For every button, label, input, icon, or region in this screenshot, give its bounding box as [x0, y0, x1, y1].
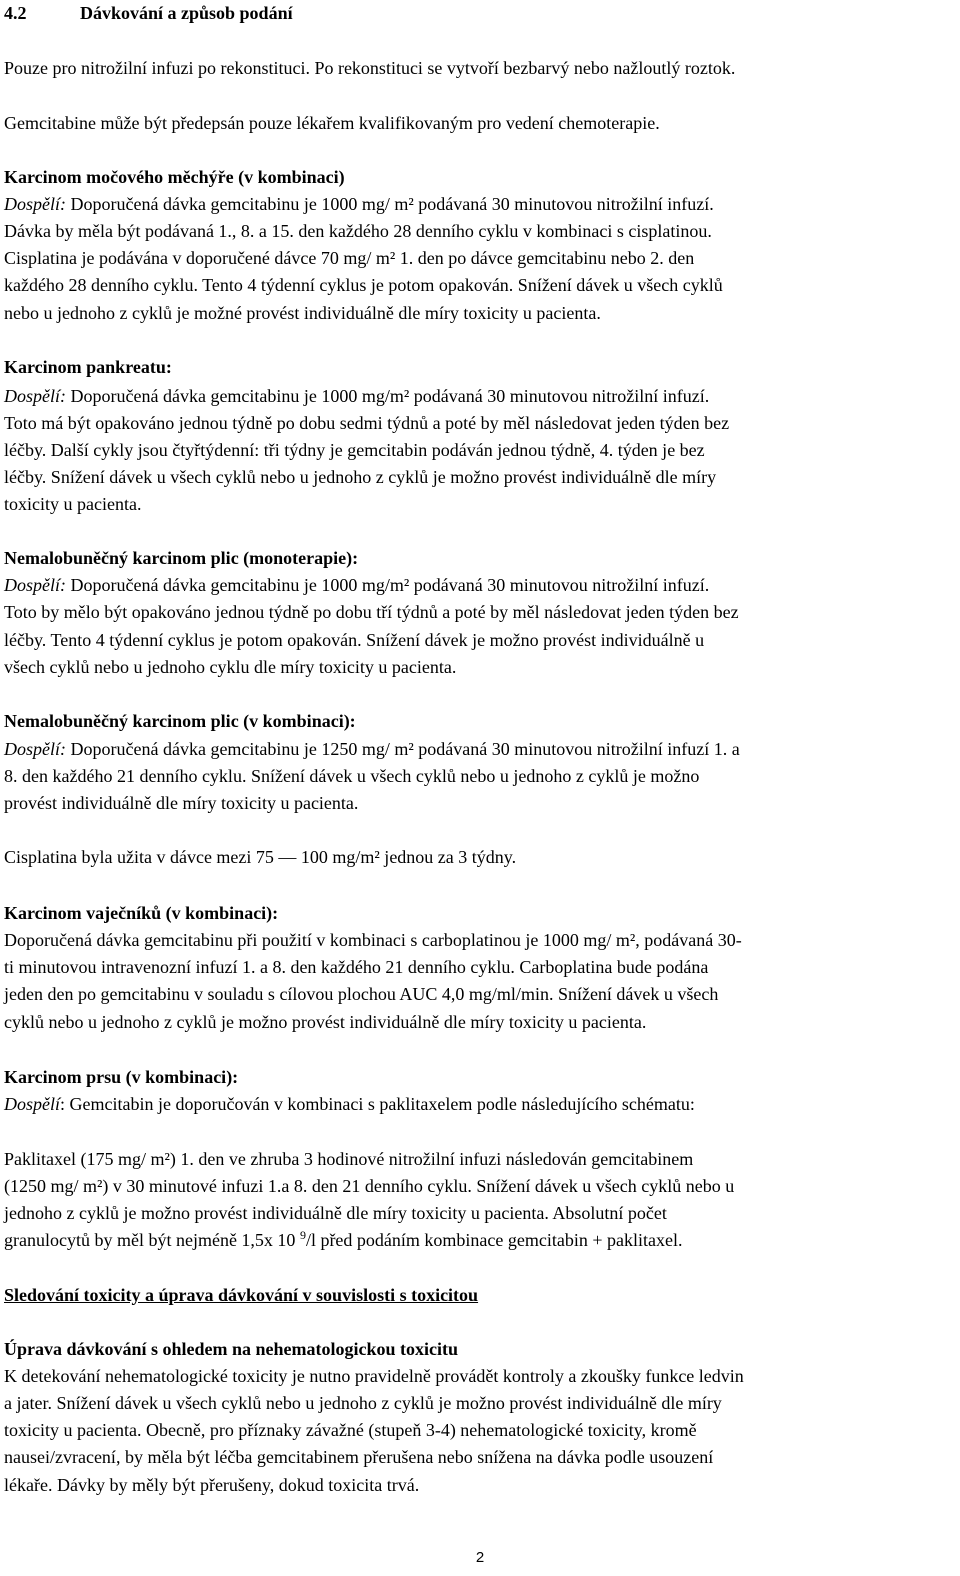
section-title: Dávkování a způsob podání	[80, 3, 293, 23]
adult-label: Dospělí:	[4, 386, 66, 406]
paclitaxel-line-3: jednoho z cyklů je možno provést individuálně dle míry toxicity u pacienta. Absolutní počet	[4, 1203, 667, 1223]
pancreas-line-2: Toto má být opakováno jednou týdně po dobu sedmi týdnů a poté by měl následovat jeden týden bez	[4, 413, 730, 433]
intro-line-2: Gemcitabine může být předepsán pouze lékařem kvalifikovaným pro vedení chemoterapie.	[4, 113, 660, 133]
adult-label: Dospělí	[4, 1094, 60, 1114]
toxicity-heading: Sledování toxicity a úprava dávkování v souvislosti s toxicitou	[4, 1285, 479, 1305]
toxicity-line-2: a jater. Snížení dávek u všech cyklů nebo u jednoho z cyklů je možno provést individuálně dle míry	[4, 1393, 722, 1413]
nsclc-mono-line-4: všech cyklů nebo u jednoho cyklu dle míry toxicity u pacienta.	[4, 657, 457, 677]
pancreas-line-1: Dospělí: Doporučená dávka gemcitabinu je 1000 mg/m² podávaná 30 minutovou nitrožilní infuzí.	[4, 386, 710, 406]
ovary-heading: Karcinom vaječníků (v kombinaci):	[4, 903, 279, 923]
section-number: 4.2	[4, 3, 27, 23]
toxicity-subheading: Úprava dávkování s ohledem na nehematologickou toxicitu	[4, 1339, 459, 1359]
adult-label: Dospělí:	[4, 739, 66, 759]
ovary-line-2: ti minutovou intravenozní infuzí 1. a 8. den každého 21 denního cyklu. Carboplatina bude podána	[4, 957, 709, 977]
toxicity-line-5: lékaře. Dávky by měly být přerušeny, dokud toxicita trvá.	[4, 1475, 420, 1495]
breast-line-1: Dospělí: Gemcitabin je doporučován v kombinaci s paklitaxelem podle následujícího schématu:	[4, 1094, 695, 1114]
nsclc-mono-heading: Nemalobuněčný karcinom plic (monoterapie):	[4, 548, 359, 568]
pancreas-line-4: léčby. Snížení dávek u všech cyklů nebo u jednoho z cyklů je možno provést individuálně dle míry	[4, 467, 717, 487]
toxicity-line-1: K detekování nehematologické toxicity je nutno pravidelně provádět kontroly a zkoušky funkce ledvin	[4, 1366, 744, 1386]
nsclc-combo-line-1: Dospělí: Doporučená dávka gemcitabinu je 1250 mg/ m² podávaná 30 minutovou nitrožilní infuzí 1. a	[4, 739, 740, 759]
paclitaxel-line-1: Paklitaxel (175 mg/ m²) 1. den ve zhruba 3 hodinové nitrožilní infuzi následován gemcitabinem	[4, 1149, 694, 1169]
pancreas-heading: Karcinom pankreatu:	[4, 357, 172, 377]
bladder-line-5: nebo u jednoho z cyklů je možné provést individuálně dle míry toxicity u pacienta.	[4, 303, 601, 323]
adult-label: Dospělí:	[4, 194, 66, 214]
nsclc-combo-heading: Nemalobuněčný karcinom plic (v kombinaci):	[4, 711, 356, 731]
pancreas-line-3: léčby. Další cykly jsou čtyřtýdenní: tři týdny je gemcitabin podáván jednou týdně, 4. týden je bez	[4, 440, 705, 460]
breast-heading: Karcinom prsu (v kombinaci):	[4, 1067, 239, 1087]
nsclc-combo-line-2: 8. den každého 21 denního cyklu. Snížení dávek u všech cyklů nebo u jednoho z cyklů je možno	[4, 766, 700, 786]
page-number: 2	[475, 1549, 485, 1566]
bladder-heading: Karcinom močového měchýře (v kombinaci)	[4, 167, 345, 187]
ovary-line-4: cyklů nebo u jednoho z cyklů je možno provést individuálně dle míry toxicity u pacienta.	[4, 1012, 647, 1032]
bladder-line-3: Cisplatina je podávána v doporučené dávce 70 mg/ m² 1. den po dávce gemcitabinu nebo 2. den	[4, 248, 695, 268]
bladder-line-1: Dospělí: Doporučená dávka gemcitabinu je 1000 mg/ m² podávaná 30 minutovou nitrožilní infuzí.	[4, 194, 714, 214]
nsclc-mono-line-2: Toto by mělo být opakováno jednou týdně po dobu tří týdnů a poté by měl následovat jeden týden bez	[4, 602, 739, 622]
intro-line-1: Pouze pro nitrožilní infuzi po rekonstituci. Po rekonstituci se vytvoří bezbarvý nebo nažloutlý roztok.	[4, 58, 736, 78]
paclitaxel-line-4: granulocytů by měl být nejméně 1,5x 10 $^9$/l před podáním kombinace gemcitabin + paklitaxel.	[4, 1228, 683, 1250]
adult-label: Dospělí:	[4, 575, 66, 595]
pancreas-line-5: toxicity u pacienta.	[4, 494, 142, 514]
toxicity-line-3: toxicity u pacienta. Obecně, pro příznaky závažné (stupeň 3-4) nehematologické toxicity, kromě	[4, 1420, 697, 1440]
bladder-line-4: každého 28 denního cyklu. Tento 4 týdenní cyklus je potom opakován. Snížení dávek u všech cyklů	[4, 275, 723, 295]
nsclc-mono-line-1: Dospělí: Doporučená dávka gemcitabinu je 1000 mg/m² podávaná 30 minutovou nitrožilní infuzí.	[4, 575, 710, 595]
section-heading	[4, 2, 293, 24]
bladder-line-2: Dávka by měla být podávaná 1., 8. a 15. den každého 28 denního cyklu v kombinaci s cisplatinou.	[4, 221, 712, 241]
exponent: 9	[299, 1228, 306, 1242]
paclitaxel-line-2: (1250 mg/ m²) v 30 minutové infuzi 1.a 8. den 21 denního cyklu. Snížení dávek u všech cyklů nebo u	[4, 1176, 735, 1196]
ovary-line-3: jeden den po gemcitabinu v souladu s cílovou plochou AUC 4,0 mg/ml/min. Snížení dávek u všech	[4, 984, 719, 1004]
cisplatin-note: Cisplatina byla užita v dávce mezi 75 — 100 mg/m² jednou za 3 týdny.	[4, 847, 517, 867]
toxicity-line-4: nausei/zvracení, by měla být léčba gemcitabinem přerušena nebo snížena na dávka podle usouzení	[4, 1447, 714, 1467]
ovary-line-1: Doporučená dávka gemcitabinu při použití v kombinaci s carboplatinou je 1000 mg/ m², podávaná 30-	[4, 930, 742, 950]
nsclc-combo-line-3: provést individuálně dle míry toxicity u pacienta.	[4, 793, 359, 813]
nsclc-mono-line-3: léčby. Tento 4 týdenní cyklus je potom opakován. Snížení dávek je možno provést individuálně u	[4, 630, 705, 650]
